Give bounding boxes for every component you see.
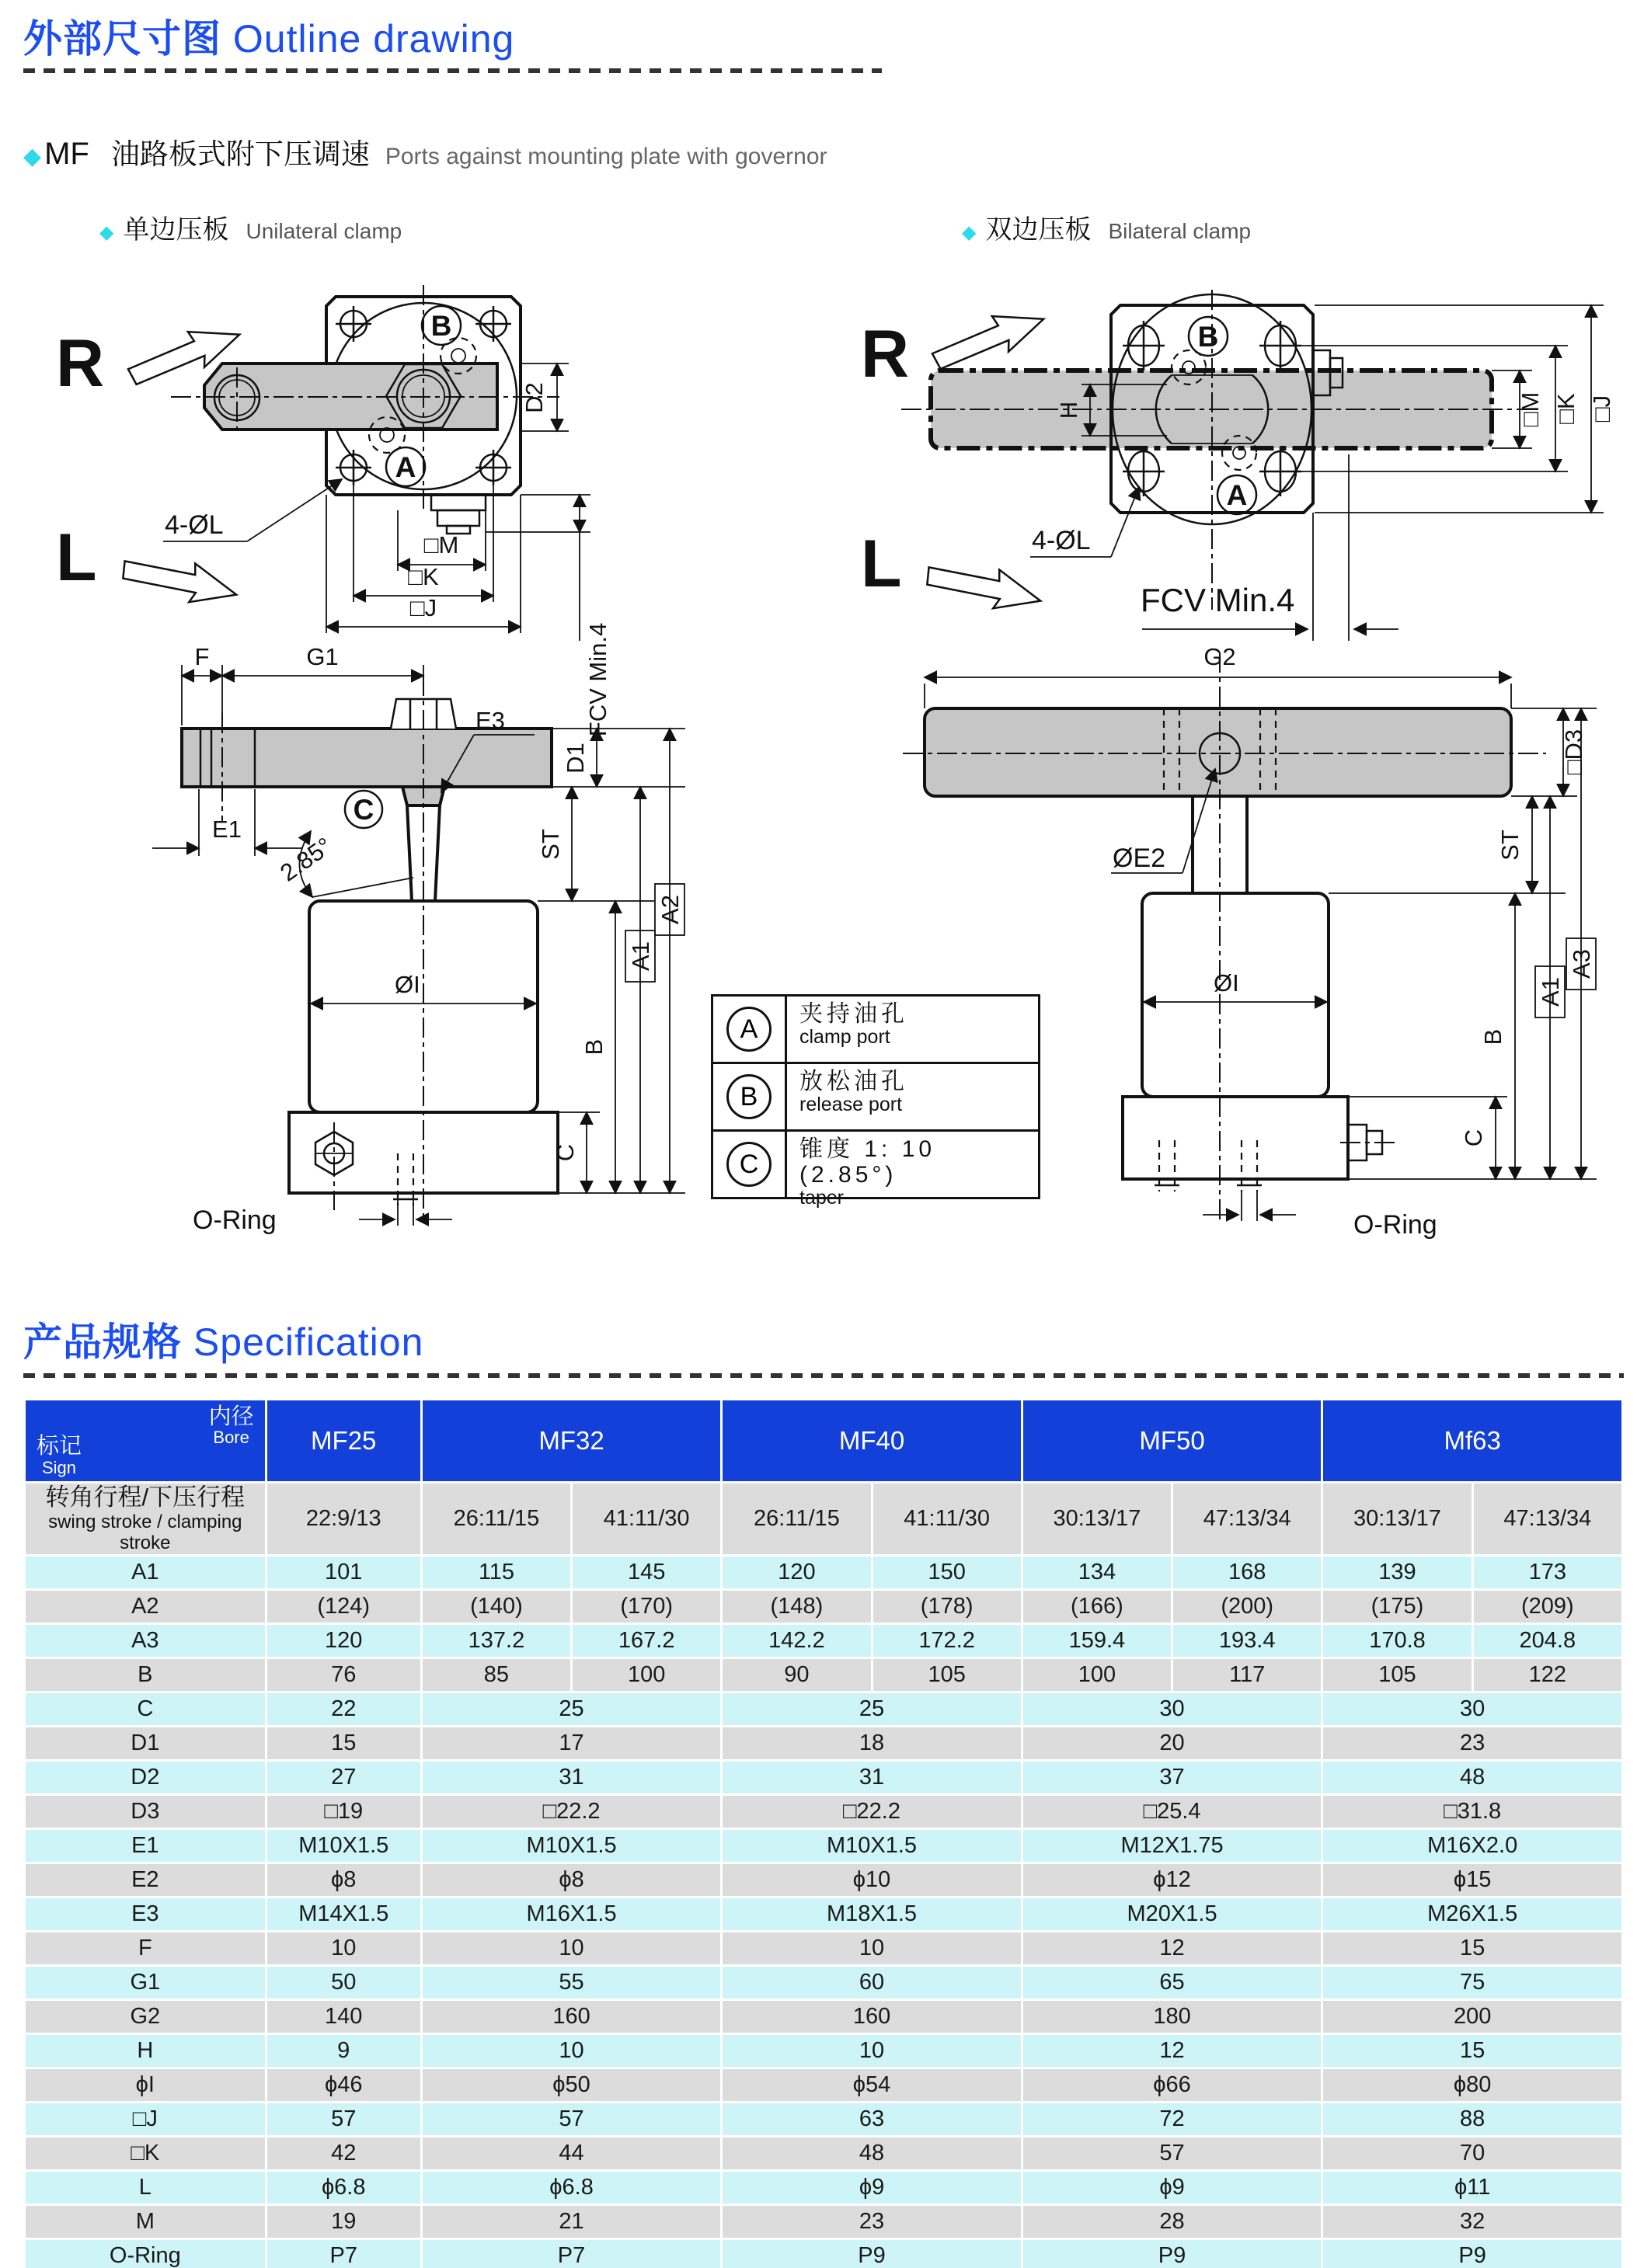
spec-cell: 120	[723, 1557, 870, 1588]
corner-sign-zh: 标记	[37, 1434, 82, 1459]
outline-title-en: Outline drawing	[232, 17, 515, 61]
stroke-value-cell: 26:11/15	[423, 1484, 570, 1554]
spec-row-F	[26, 1932, 1621, 1964]
spec-cell: ϕ9	[723, 2172, 1020, 2204]
svg-text:O-Ring: O-Ring	[193, 1205, 277, 1235]
spec-cell: 170.8	[1323, 1625, 1471, 1657]
stroke-label-zh: 转角行程/下压行程	[45, 1484, 246, 1511]
spec-cell: 167.2	[573, 1625, 720, 1657]
corner-bore-en: Bore	[213, 1428, 249, 1448]
spec-cell: 20	[1023, 1727, 1322, 1759]
title-divider	[23, 68, 882, 73]
l-direction-label: L	[861, 527, 902, 601]
spec-cell: 10	[423, 2035, 720, 2067]
spec-cell: M18X1.5	[723, 1898, 1020, 1930]
spec-cell: (175)	[1323, 1591, 1471, 1623]
port-legend-table	[711, 994, 1040, 1209]
svg-text:B: B	[580, 1038, 608, 1056]
spec-cell: 57	[1023, 2138, 1322, 2169]
outline-title-zh: 外部尺寸图	[23, 17, 221, 61]
bore-header-mf40: MF40	[723, 1400, 1020, 1481]
bore-header-mf32: MF32	[423, 1400, 720, 1481]
spec-row-L	[26, 2172, 1621, 2204]
bilateral-label-zh: 双边压板	[985, 215, 1092, 245]
unilateral-side-view-drawing	[78, 645, 761, 1243]
spec-cell: M20X1.5	[1023, 1898, 1322, 1930]
spec-cell: 15	[1323, 1932, 1621, 1964]
svg-text:D2: D2	[521, 382, 548, 413]
spec-cell: P9	[1023, 2240, 1322, 2268]
dim-m	[398, 510, 486, 571]
legend-symbol-b: B	[726, 1074, 771, 1119]
row-label: E3	[26, 1898, 265, 1930]
svg-text:A1: A1	[627, 941, 654, 971]
port-b-label: B	[430, 310, 452, 342]
clamp-arm	[182, 729, 552, 787]
outline-title	[23, 8, 514, 64]
svg-text:E1: E1	[212, 816, 242, 843]
spec-cell: 48	[723, 2138, 1020, 2169]
base-block	[1123, 1097, 1348, 1179]
legend-a-zh: 夹持油孔	[799, 1001, 908, 1027]
bore-header-row	[26, 1400, 1621, 1481]
port-a-label: A	[1226, 479, 1248, 511]
corner-bore-zh: 内径	[208, 1404, 254, 1429]
spec-row-□K	[26, 2138, 1621, 2169]
spec-cell: 76	[267, 1659, 420, 1691]
spec-row-B	[26, 1659, 1621, 1691]
spec-cell: 50	[267, 1967, 420, 1998]
spec-cell: 137.2	[423, 1625, 570, 1657]
spec-title-zh: 产品规格	[23, 1320, 182, 1364]
spec-cell: 19	[267, 2206, 420, 2238]
bilateral-label-en: Bilateral clamp	[1108, 219, 1252, 243]
diamond-icon: ◆	[962, 222, 977, 243]
spec-cell: 23	[723, 2206, 1020, 2238]
spec-row-O-Ring	[26, 2240, 1621, 2268]
spec-cell: ϕ11	[1323, 2172, 1621, 2204]
spec-cell: M26X1.5	[1323, 1898, 1621, 1930]
row-label: □J	[26, 2103, 265, 2135]
stroke-value-cell: 47:13/34	[1173, 1484, 1321, 1554]
stroke-value-cell: 30:13/17	[1323, 1484, 1471, 1554]
stroke-row	[26, 1484, 1621, 1554]
svg-text:FCV Min.4: FCV Min.4	[584, 622, 611, 737]
svg-text:B: B	[1479, 1028, 1506, 1045]
spec-cell: P7	[267, 2240, 420, 2268]
spec-cell: 173	[1474, 1557, 1621, 1588]
spec-cell: 117	[1173, 1659, 1321, 1691]
spec-cell: P7	[423, 2240, 720, 2268]
legend-symbol-c: C	[726, 1142, 771, 1187]
spec-cell: M12X1.75	[1023, 1830, 1322, 1862]
spec-cell: (209)	[1474, 1591, 1621, 1623]
spec-cell: 72	[1023, 2103, 1322, 2135]
spec-cell: (148)	[723, 1591, 870, 1623]
r-direction-label: R	[861, 317, 910, 391]
dim-f-g1	[182, 643, 423, 725]
stroke-row-label	[26, 1484, 265, 1554]
bottom-stub-nut	[431, 495, 486, 534]
svg-text:□K: □K	[1552, 393, 1580, 424]
dim-d2	[521, 364, 569, 431]
spec-row-D2	[26, 1762, 1621, 1793]
spec-row-ϕI	[26, 2069, 1621, 2101]
svg-text:A2: A2	[657, 895, 684, 924]
spec-cell: M10X1.5	[423, 1830, 720, 1862]
spec-row-M	[26, 2206, 1621, 2238]
svg-text:□M: □M	[423, 531, 459, 558]
spec-cell: 139	[1323, 1557, 1471, 1588]
spec-cell: P9	[723, 2240, 1020, 2268]
svg-text:4-ØL: 4-ØL	[1032, 526, 1091, 555]
l-arrow-icon	[119, 544, 242, 614]
spec-cell: 28	[1023, 2206, 1322, 2238]
row-label: ϕI	[26, 2069, 265, 2101]
row-label: M	[26, 2206, 265, 2238]
spec-cell: 145	[573, 1557, 720, 1588]
svg-text:□J: □J	[1588, 395, 1615, 423]
legend-row-release-port	[713, 1064, 1038, 1132]
spec-cell: 160	[723, 2001, 1020, 2033]
spec-cell: 23	[1323, 1727, 1621, 1759]
spec-cell: 12	[1023, 1932, 1322, 1964]
specification-table	[23, 1398, 1624, 2268]
svg-text:G2: G2	[1203, 643, 1236, 670]
svg-text:□M: □M	[1517, 391, 1544, 427]
spec-cell: 30	[1023, 1693, 1322, 1725]
spec-cell: 172.2	[873, 1625, 1021, 1657]
spec-row-D3	[26, 1796, 1621, 1828]
svg-text:O-Ring: O-Ring	[1353, 1210, 1437, 1240]
spec-cell: 115	[423, 1557, 570, 1588]
spec-row-E3	[26, 1898, 1621, 1930]
spec-cell: 27	[267, 1762, 420, 1793]
unilateral-label-zh: 单边压板	[123, 215, 229, 245]
bottom-ports	[1151, 1140, 1265, 1191]
spec-cell: 48	[1323, 1762, 1621, 1793]
row-label: G2	[26, 2001, 265, 2033]
spec-cell: 65	[1023, 1967, 1322, 1998]
svg-text:C: C	[552, 1143, 579, 1162]
spec-cell: 25	[723, 1693, 1020, 1725]
legend-row-taper	[713, 1132, 1038, 1209]
svg-text:□D3: □D3	[1560, 729, 1587, 775]
spec-row-E2	[26, 1864, 1621, 1896]
base-hex-port	[315, 1122, 353, 1210]
dim-4l	[1030, 487, 1139, 557]
spec-cell: (178)	[873, 1591, 1021, 1623]
spec-cell: 31	[723, 1762, 1020, 1793]
spec-cell: 44	[423, 2138, 720, 2169]
stroke-label-en: swing stroke / clamping stroke	[48, 1511, 242, 1554]
svg-text:G1: G1	[306, 643, 339, 670]
spec-row-A3	[26, 1625, 1621, 1657]
svg-text:C: C	[353, 794, 374, 826]
svg-text:ØI: ØI	[1214, 969, 1239, 997]
spec-cell: ϕ8	[423, 1864, 720, 1896]
spec-title-en: Specification	[193, 1320, 424, 1364]
series-code: MF	[44, 137, 89, 171]
spec-cell: 63	[723, 2103, 1020, 2135]
stroke-value-cell: 41:11/30	[873, 1484, 1021, 1554]
svg-text:ØI: ØI	[395, 971, 420, 998]
svg-text:A3: A3	[1568, 949, 1595, 979]
spec-cell: 204.8	[1474, 1625, 1621, 1657]
spec-cell: (200)	[1173, 1591, 1321, 1623]
spec-cell: M10X1.5	[723, 1830, 1020, 1862]
svg-text:C: C	[1460, 1129, 1487, 1147]
spec-cell: 200	[1323, 2001, 1621, 2033]
spec-cell: ϕ12	[1023, 1864, 1322, 1896]
spec-cell: 22	[267, 1693, 420, 1725]
svg-text:□J: □J	[409, 594, 437, 621]
clamp-bar	[925, 708, 1511, 796]
spec-cell: 159.4	[1023, 1625, 1171, 1657]
legend-c-en: taper	[799, 1187, 844, 1209]
spec-cell: 57	[423, 2103, 720, 2135]
spec-cell: 85	[423, 1659, 570, 1691]
spec-cell: 10	[423, 1932, 720, 1964]
spec-cell: □31.8	[1323, 1796, 1621, 1828]
spec-cell: 100	[573, 1659, 720, 1691]
spec-cell: M10X1.5	[267, 1830, 420, 1862]
svg-text:ST: ST	[1496, 830, 1524, 861]
svg-text:2.85°: 2.85°	[275, 832, 337, 887]
bilateral-label	[962, 208, 1251, 246]
spec-row-G1	[26, 1967, 1621, 1998]
spec-cell: ϕ6.8	[267, 2172, 420, 2204]
spec-cell: 21	[423, 2206, 720, 2238]
r-direction-label: R	[56, 326, 105, 401]
legend-symbol-a: A	[726, 1007, 771, 1052]
spec-cell: ϕ8	[267, 1864, 420, 1896]
spec-cell: 88	[1323, 2103, 1621, 2135]
dim-g2	[925, 643, 1511, 708]
corner-sign-en: Sign	[41, 1457, 77, 1477]
spec-row-G2	[26, 2001, 1621, 2033]
spec-cell: P9	[1323, 2240, 1621, 2268]
series-subtitle	[23, 130, 827, 172]
corner-header-cell	[26, 1400, 265, 1481]
spec-cell: 122	[1474, 1659, 1621, 1691]
svg-text:ØE2: ØE2	[1113, 844, 1166, 873]
spec-title	[23, 1311, 423, 1367]
l-arrow-icon	[923, 551, 1046, 620]
diamond-icon: ◆	[99, 222, 114, 243]
spec-cell: □22.2	[723, 1796, 1020, 1828]
row-label: A1	[26, 1557, 265, 1588]
svg-text:A1: A1	[1537, 977, 1564, 1007]
spec-cell: ϕ50	[423, 2069, 720, 2101]
spec-cell: 90	[723, 1659, 870, 1691]
diamond-icon: ◆	[23, 144, 42, 169]
spec-cell: 150	[873, 1557, 1021, 1588]
spec-cell: ϕ66	[1023, 2069, 1322, 2101]
spec-cell: (140)	[423, 1591, 570, 1623]
svg-text:ST: ST	[537, 829, 564, 860]
spec-cell: ϕ9	[1023, 2172, 1322, 2204]
port-b-label: B	[1197, 321, 1219, 353]
spec-cell: 160	[423, 2001, 720, 2033]
row-label: D2	[26, 1762, 265, 1793]
bore-header-mf25: MF25	[267, 1400, 420, 1481]
spec-cell: ϕ46	[267, 2069, 420, 2101]
spec-cell: (124)	[267, 1591, 420, 1623]
spec-cell: ϕ54	[723, 2069, 1020, 2101]
spec-cell: 17	[423, 1727, 720, 1759]
spec-cell: 75	[1323, 1967, 1621, 1998]
spec-cell: 12	[1023, 2035, 1322, 2067]
unilateral-label-en: Unilateral clamp	[246, 219, 402, 243]
row-label: G1	[26, 1967, 265, 1998]
dim-oring	[193, 1198, 452, 1235]
dim-oring	[1203, 1190, 1437, 1240]
spec-cell: ϕ80	[1323, 2069, 1621, 2101]
svg-text:FCV Min.4: FCV Min.4	[1141, 582, 1295, 618]
spec-cell: 37	[1023, 1762, 1322, 1793]
dim-e1	[152, 789, 301, 856]
spec-divider	[23, 1373, 1624, 1378]
legend-a-en: clamp port	[799, 1026, 890, 1048]
spec-cell: 134	[1023, 1557, 1171, 1588]
stroke-value-cell: 47:13/34	[1474, 1484, 1621, 1554]
row-label: C	[26, 1693, 265, 1725]
row-label: A3	[26, 1625, 265, 1657]
spec-cell: 193.4	[1173, 1625, 1321, 1657]
spec-cell: 60	[723, 1967, 1020, 1998]
r-arrow-icon	[927, 301, 1050, 374]
l-direction-label: L	[56, 520, 97, 595]
spec-cell: 15	[267, 1727, 420, 1759]
spec-cell: 142.2	[723, 1625, 870, 1657]
spec-cell: (170)	[573, 1591, 720, 1623]
row-label: E1	[26, 1830, 265, 1862]
svg-text:F: F	[194, 643, 210, 670]
spec-cell: 31	[423, 1762, 720, 1793]
svg-text:H: H	[1055, 401, 1082, 419]
legend-row-clamp-port	[713, 997, 1038, 1064]
row-label: B	[26, 1659, 265, 1691]
spec-cell: ϕ15	[1323, 1864, 1621, 1896]
spec-row-H	[26, 2035, 1621, 2067]
spec-cell: 32	[1323, 2206, 1621, 2238]
spec-cell: 105	[1323, 1659, 1471, 1691]
spec-row-D1	[26, 1727, 1621, 1759]
legend-c-zh: 锥度 1: 10 (2.85°)	[799, 1136, 936, 1188]
port-a-label: A	[395, 451, 416, 483]
spec-cell: 70	[1323, 2138, 1621, 2169]
spec-cell: 25	[423, 1693, 720, 1725]
spec-cell: 57	[267, 2103, 420, 2135]
bottom-ports	[390, 1153, 421, 1205]
spec-cell: M16X2.0	[1323, 1830, 1621, 1862]
svg-text:E3: E3	[475, 707, 505, 734]
spec-cell: 15	[1323, 2035, 1621, 2067]
row-label: H	[26, 2035, 265, 2067]
spec-cell: 18	[723, 1727, 1020, 1759]
row-label: □K	[26, 2138, 265, 2169]
spec-cell: 180	[1023, 2001, 1322, 2033]
dim-4l	[163, 479, 342, 541]
spec-cell: 42	[267, 2138, 420, 2169]
spec-cell: 105	[873, 1659, 1021, 1691]
spec-cell: 10	[723, 1932, 1020, 1964]
spec-row-C	[26, 1693, 1621, 1725]
spec-row-A2	[26, 1591, 1621, 1623]
stroke-value-cell: 41:11/30	[573, 1484, 720, 1554]
spec-cell: (166)	[1023, 1591, 1171, 1623]
series-subtitle-en: Ports against mounting plate with governor	[385, 144, 827, 169]
spec-cell: □25.4	[1023, 1796, 1322, 1828]
row-label: D3	[26, 1796, 265, 1828]
unilateral-label	[99, 208, 402, 246]
spec-cell: 100	[1023, 1659, 1171, 1691]
spec-cell: 120	[267, 1625, 420, 1657]
spec-cell: 30	[1323, 1693, 1621, 1725]
svg-text:D1: D1	[562, 743, 589, 774]
legend-b-zh: 放松油孔	[799, 1069, 908, 1094]
spec-cell: 55	[423, 1967, 720, 1998]
spec-cell: ϕ6.8	[423, 2172, 720, 2204]
row-label: D1	[26, 1727, 265, 1759]
spec-cell: 168	[1173, 1557, 1321, 1588]
series-subtitle-zh: 油路板式附下压调速	[110, 138, 370, 170]
spec-cell: M16X1.5	[423, 1898, 720, 1930]
row-label: E2	[26, 1864, 265, 1896]
side-nut	[1340, 1125, 1398, 1160]
row-label: L	[26, 2172, 265, 2204]
svg-text:4-ØL: 4-ØL	[165, 510, 224, 540]
spec-row-□J	[26, 2103, 1621, 2135]
bore-header-mf50: MF50	[1023, 1400, 1322, 1481]
spec-cell: 101	[267, 1557, 420, 1588]
row-label: A2	[26, 1591, 265, 1623]
legend-b-en: release port	[799, 1094, 903, 1115]
dim-fcv	[1141, 454, 1398, 641]
row-label: O-Ring	[26, 2240, 265, 2268]
spec-cell: □19	[267, 1796, 420, 1828]
spec-cell: 10	[267, 1932, 420, 1964]
bilateral-top-view-drawing	[855, 276, 1639, 664]
spec-cell: 10	[723, 2035, 1020, 2067]
spec-cell: 9	[267, 2035, 420, 2067]
spec-cell: ϕ10	[723, 1864, 1020, 1896]
row-label: F	[26, 1932, 265, 1964]
svg-text:□K: □K	[408, 563, 439, 590]
dim-taper	[275, 791, 413, 897]
spec-row-A1	[26, 1557, 1621, 1588]
spec-row-E1	[26, 1830, 1621, 1862]
bore-header-mf63: Mf63	[1323, 1400, 1621, 1481]
spec-cell: 140	[267, 2001, 420, 2033]
spec-cell: M14X1.5	[267, 1898, 420, 1930]
stroke-value-cell: 30:13/17	[1023, 1484, 1171, 1554]
dim-phi-i	[1144, 969, 1327, 1002]
stroke-value-cell: 26:11/15	[723, 1484, 870, 1554]
stroke-value-cell: 22:9/13	[267, 1484, 420, 1554]
spec-cell: □22.2	[423, 1796, 720, 1828]
